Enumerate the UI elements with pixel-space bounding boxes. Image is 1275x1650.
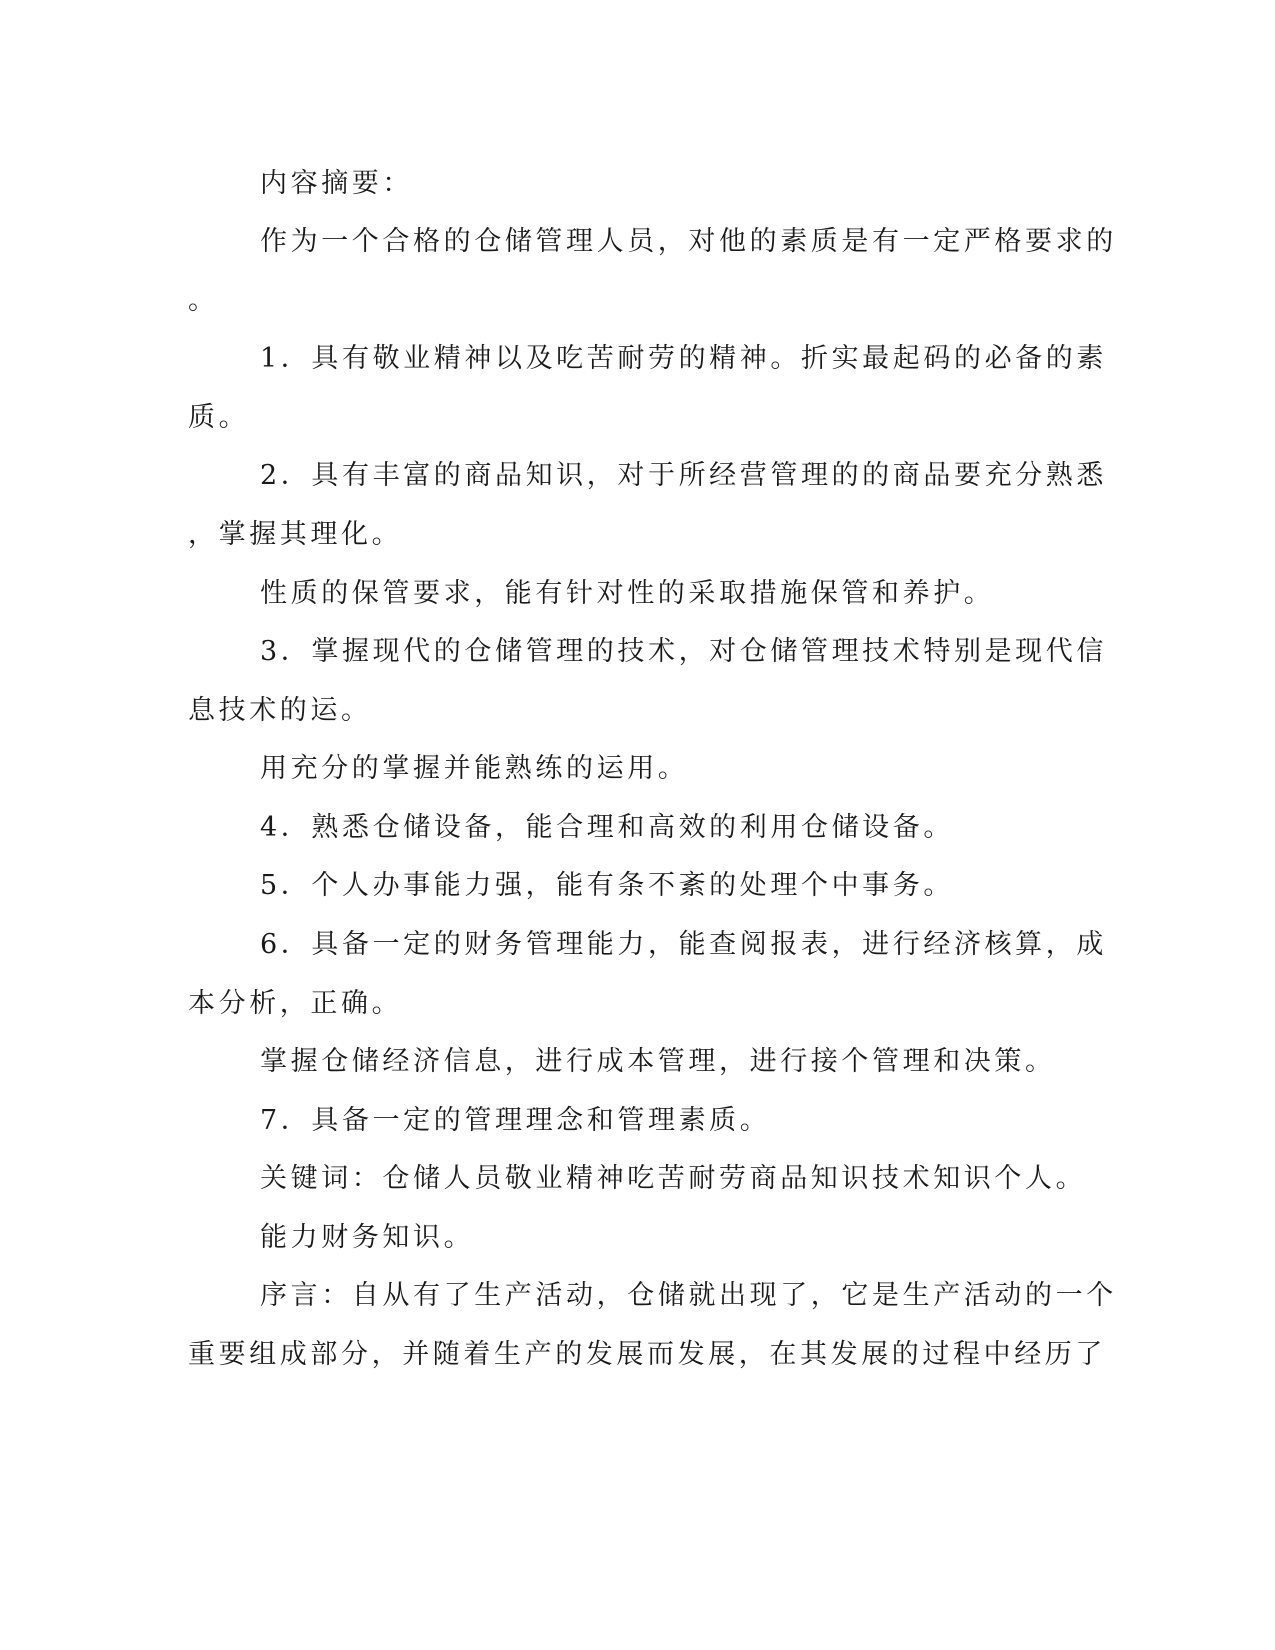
list-item-5-line: 5．个人办事能力强，能有条不紊的处理个中事务。 bbox=[260, 870, 954, 901]
list-item-1-line: 1．具有敬业精神以及吃苦耐劳的精神。折实最起码的必备的素 bbox=[260, 343, 1107, 374]
paragraph-line: 用充分的掌握并能熟练的运用。 bbox=[260, 753, 689, 784]
list-item-3-line: 息技术的运。 bbox=[188, 695, 372, 726]
paragraph-line: 掌握仓储经济信息，进行成本管理，进行接个管理和决策。 bbox=[260, 1046, 1056, 1077]
list-item-6-line: 6．具备一定的财务管理能力，能查阅报表，进行经济核算，成 bbox=[260, 929, 1107, 960]
keywords-line: 能力财务知识。 bbox=[260, 1222, 475, 1253]
paragraph-line: 。 bbox=[188, 285, 219, 316]
list-item-1-line: 质。 bbox=[188, 402, 250, 433]
paragraph-line: 性质的保管要求，能有针对性的采取措施保管和养护。 bbox=[260, 578, 995, 609]
abstract-heading: 内容摘要： bbox=[260, 168, 413, 199]
list-item-4-line: 4．熟悉仓储设备，能合理和高效的利用仓储设备。 bbox=[260, 812, 954, 843]
preface-line: 重要组成部分，并随着生产的发展而发展，在其发展的过程中经历了 bbox=[188, 1339, 1106, 1370]
list-item-2-line: ，掌握其理化。 bbox=[188, 519, 403, 550]
paragraph-line: 作为一个合格的仓储管理人员，对他的素质是有一定严格要求的 bbox=[260, 226, 1117, 257]
keywords-line: 关键词：仓储人员敬业精神吃苦耐劳商品知识技术知识个人。 bbox=[260, 1163, 1087, 1194]
preface-line: 序言：自从有了生产活动，仓储就出现了，它是生产活动的一个 bbox=[260, 1280, 1117, 1311]
list-item-6-line: 本分析，正确。 bbox=[188, 988, 403, 1019]
list-item-3-line: 3．掌握现代的仓储管理的技术，对仓储管理技术特别是现代信 bbox=[260, 636, 1107, 667]
list-item-2-line: 2．具有丰富的商品知识，对于所经营管理的的商品要充分熟悉 bbox=[260, 460, 1107, 491]
list-item-7-line: 7．具备一定的管理理念和管理素质。 bbox=[260, 1105, 771, 1136]
